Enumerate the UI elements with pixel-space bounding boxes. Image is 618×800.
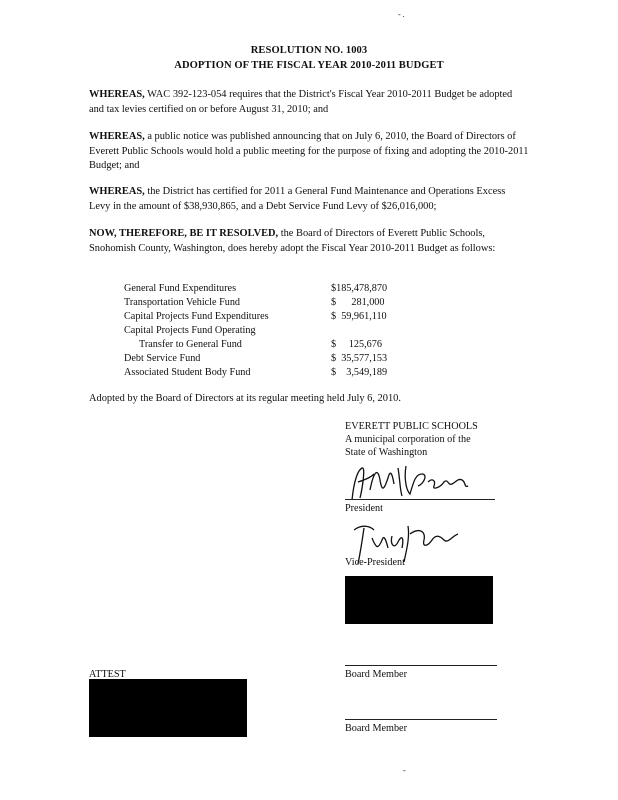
whereas-paragraph-1 [89, 88, 529, 117]
adopted-statement: Adopted by the Board of Directors at its regular meeting held July 6, 2010. [89, 393, 401, 404]
whereas-paragraph-2 [89, 130, 529, 174]
budget-label: Transfer to General Fund [139, 339, 242, 350]
budget-value: $ 125,676 [331, 339, 382, 350]
org-line-3: State of Washington [345, 447, 428, 458]
paragraph-text: the Board of Directors of Everett Public Schools, Snohomish County, Washington, does hereby adopt the Fiscal Year 2010-2011 Budget as follows: [89, 228, 496, 254]
resolved-paragraph [89, 227, 529, 256]
paragraph-text: a public notice was published announcing that on July 6, 2010, the Board of Directors of Everett Public Schools would hold a public meeting for the purpose of fixing and adopting the 2010-2011 Budget; and [89, 131, 529, 172]
budget-label: Associated Student Body Fund [124, 367, 251, 378]
signature-line [345, 719, 497, 720]
signature-line [345, 665, 497, 666]
paragraph-text: WAC 392-123-054 requires that the District's Fiscal Year 2010-2011 Budget be adopted and tax levies certified on or before August 31, 2010; and [89, 89, 513, 115]
redacted-signature [89, 679, 247, 737]
budget-value: $ 281,000 [331, 297, 385, 308]
paragraph-lead: WHEREAS, [89, 89, 145, 100]
resolution-number: RESOLUTION NO. 1003 [250, 45, 368, 56]
paragraph-lead: WHEREAS, [89, 131, 145, 142]
redacted-signature [345, 576, 493, 624]
budget-value: $185,478,870 [331, 283, 388, 294]
budget-value: $ 35,577,153 [331, 353, 388, 364]
budget-value: $ 59,961,110 [331, 311, 387, 322]
board-member-label: Board Member [345, 723, 407, 734]
paragraph-lead: WHEREAS, [89, 186, 145, 197]
budget-label: Debt Service Fund [124, 353, 201, 364]
whereas-paragraph-3 [89, 185, 529, 214]
resolution-title: ADOPTION OF THE FISCAL YEAR 2010-2011 BUDGET [174, 60, 444, 71]
org-line-2: A municipal corporation of the [345, 434, 471, 445]
budget-label: Capital Projects Fund Operating [124, 325, 256, 336]
budget-label: General Fund Expenditures [124, 283, 237, 294]
scan-mark: - [403, 766, 406, 775]
budget-label: Transportation Vehicle Fund [124, 297, 241, 308]
attest-label: ATTEST [89, 669, 126, 680]
president-label: President [345, 503, 383, 514]
budget-value: $ 3,549,189 [331, 367, 388, 378]
board-member-label: Board Member [345, 669, 407, 680]
org-name: EVERETT PUBLIC SCHOOLS [345, 421, 478, 432]
scan-mark: - . [398, 10, 405, 19]
paragraph-text: the District has certified for 2011 a General Fund Maintenance and Operations Excess Levy in the amount of $38,930,865, and a Debt Service Fund Levy of $26,016,000; [89, 186, 506, 212]
paragraph-lead: NOW, THEREFORE, BE IT RESOLVED, [89, 228, 279, 239]
vice-president-label: Vice-President [345, 557, 405, 568]
budget-label: Capital Projects Fund Expenditures [124, 311, 269, 322]
signature-line [345, 499, 495, 500]
